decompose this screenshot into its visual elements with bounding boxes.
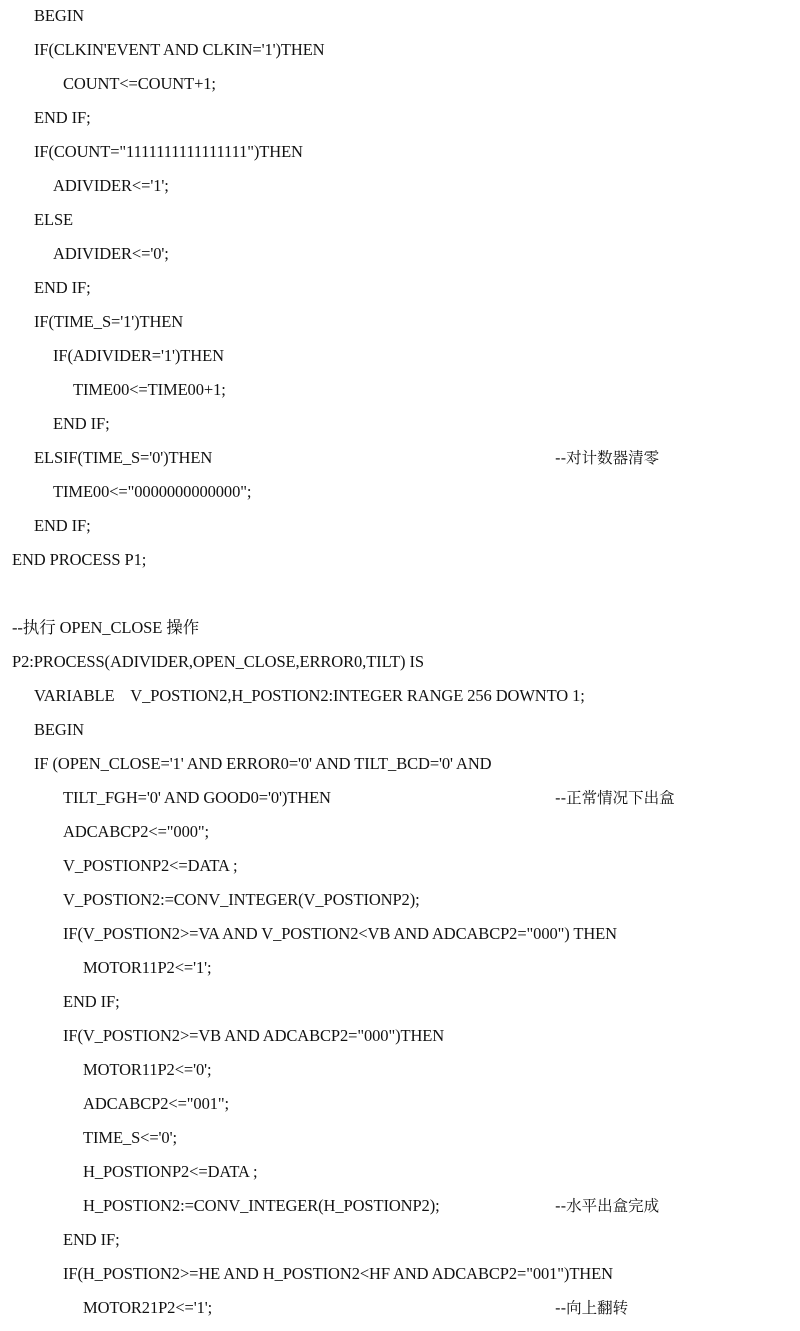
code-line: --执行 OPEN_CLOSE 操作 <box>12 618 200 637</box>
code-line: BEGIN <box>34 720 84 739</box>
code-line: IF (OPEN_CLOSE='1' AND ERROR0='0' AND TILT_BCD='0' AND <box>34 754 492 773</box>
code-line: V_POSTION2:=CONV_INTEGER(V_POSTIONP2); <box>63 890 420 909</box>
code-line: ADIVIDER<='1'; <box>53 176 169 195</box>
code-line: ADCABCP2<="000"; <box>63 822 210 841</box>
code-line: END IF; <box>34 278 91 297</box>
code-line: MOTOR21P2<='1'; <box>83 1298 213 1317</box>
code-line: P2:PROCESS(ADIVIDER,OPEN_CLOSE,ERROR0,TILT) IS <box>12 652 424 671</box>
code-line: ADCABCP2<="001"; <box>83 1094 230 1113</box>
code-comment: --向上翻转 <box>555 1299 629 1317</box>
code-comment: --水平出盒完成 <box>555 1197 660 1215</box>
code-line: V_POSTIONP2<=DATA ; <box>63 856 238 875</box>
code-line: END IF; <box>63 992 120 1011</box>
code-line: ELSIF(TIME_S='0')THEN <box>34 448 213 467</box>
code-line: TIME_S<='0'; <box>83 1128 177 1147</box>
code-line: ADIVIDER<='0'; <box>53 244 169 263</box>
code-line: MOTOR11P2<='1'; <box>83 958 212 977</box>
code-line: END IF; <box>34 108 91 127</box>
code-line: ELSE <box>34 210 74 229</box>
code-line: VARIABLE V_POSTION2,H_POSTION2:INTEGER RANGE 256 DOWNTO 1; <box>34 686 585 705</box>
code-line: IF(TIME_S='1')THEN <box>34 312 184 331</box>
code-line: H_POSTION2:=CONV_INTEGER(H_POSTIONP2); <box>83 1196 440 1215</box>
code-line: BEGIN <box>34 6 84 25</box>
code-line: IF(V_POSTION2>=VB AND ADCABCP2="000")THEN <box>63 1026 445 1045</box>
code-line: IF(V_POSTION2>=VA AND V_POSTION2<VB AND ADCABCP2="000") THEN <box>63 924 617 943</box>
code-line: END IF; <box>53 414 110 433</box>
code-line: TIME00<=TIME00+1; <box>73 380 226 399</box>
code-line: IF(COUNT="1111111111111111")THEN <box>34 142 303 161</box>
code-comment: --对计数器清零 <box>555 449 660 467</box>
code-line: COUNT<=COUNT+1; <box>63 74 216 93</box>
code-line: H_POSTIONP2<=DATA ; <box>83 1162 258 1181</box>
code-line: TIME00<="0000000000000"; <box>53 482 252 501</box>
code-line: IF(H_POSTION2>=HE AND H_POSTION2<HF AND ADCABCP2="001")THEN <box>63 1264 613 1283</box>
code-line: IF(CLKIN'EVENT AND CLKIN='1')THEN <box>34 40 325 59</box>
code-line: END IF; <box>63 1230 120 1249</box>
code-line: MOTOR11P2<='0'; <box>83 1060 212 1079</box>
code-comment: --正常情况下出盒 <box>555 789 675 807</box>
code-line: IF(ADIVIDER='1')THEN <box>53 346 224 365</box>
code-line: END IF; <box>34 516 91 535</box>
code-line: TILT_FGH='0' AND GOOD0='0')THEN <box>63 788 331 807</box>
code-line: END PROCESS P1; <box>12 550 147 569</box>
